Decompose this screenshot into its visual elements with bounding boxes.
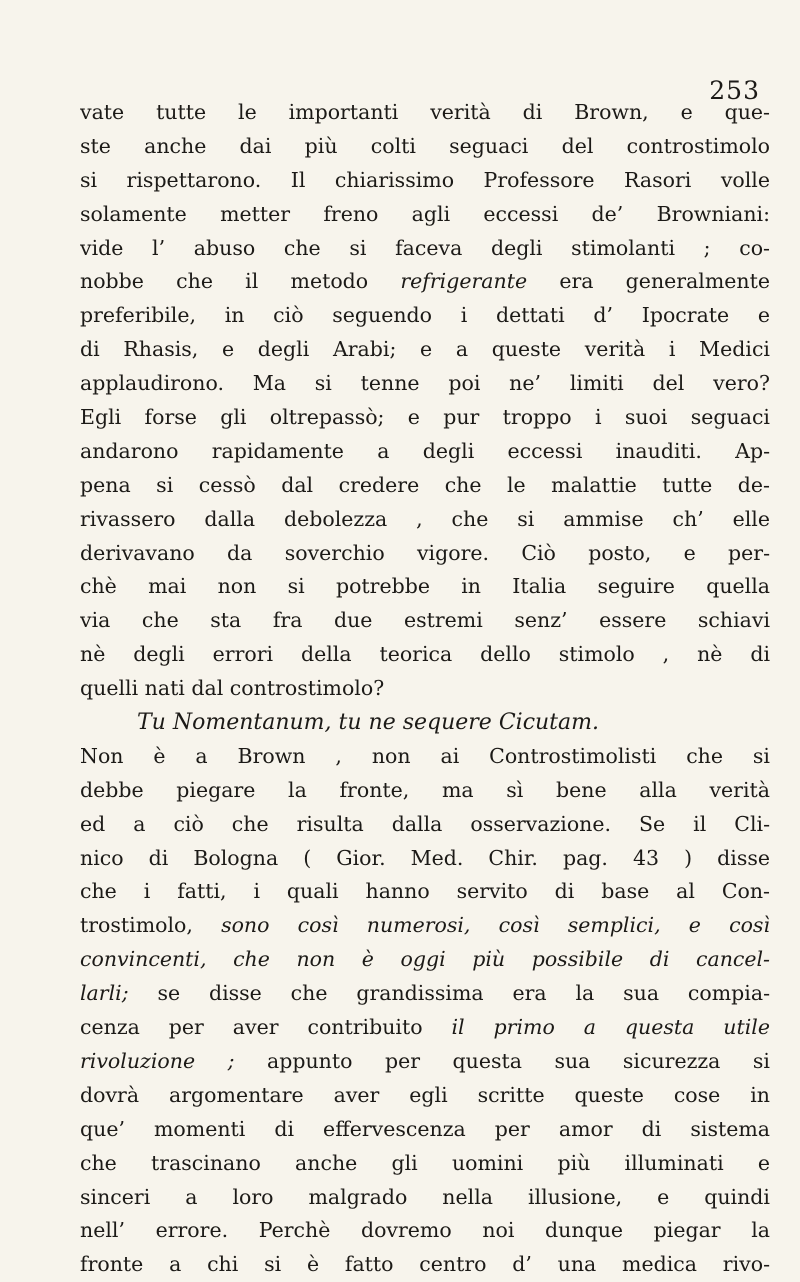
text-segment: nobbe che il metodo bbox=[80, 269, 401, 294]
text-line: sinceri a loro malgrado nella illusione, e quindi bbox=[80, 1184, 770, 1209]
text-line: applaudirono. Ma si tenne poi ne’ limiti del vero? bbox=[80, 371, 770, 396]
text-line bbox=[80, 1045, 770, 1079]
italic-segment: sono così numerosi, così semplici, e così bbox=[192, 913, 770, 938]
text-line bbox=[80, 909, 770, 943]
text-line: derivavano da soverchio vigore. Ciò posto, e per- bbox=[80, 540, 770, 565]
page-body-text bbox=[80, 96, 770, 1282]
text-segment: trostimolo, bbox=[80, 913, 193, 938]
italic-segment: rivoluzione ; bbox=[80, 1048, 235, 1073]
latin-quote: Tu Nomentanum, tu ne sequere Cicutam. bbox=[137, 710, 599, 736]
paragraph-2 bbox=[80, 740, 770, 1282]
text-segment: cenza per aver contribuito bbox=[80, 1015, 423, 1040]
text-line bbox=[80, 977, 770, 1011]
text-line: si rispettarono. Il chiarissimo Professore Rasori volle bbox=[80, 167, 770, 192]
text-line: nè degli errori della teorica dello stimolo , nè di bbox=[80, 642, 770, 667]
italic-segment: il primo a questa utile bbox=[422, 1015, 770, 1040]
italic-term: refrigerante bbox=[400, 269, 528, 294]
text-line bbox=[80, 265, 770, 299]
text-line: vide l’ abuso che si faceva degli stimolanti ; co- bbox=[80, 235, 770, 260]
text-line: che trascinano anche gli uomini più illuminati e bbox=[80, 1150, 770, 1175]
text-line: di Rhasis, e degli Arabi; e a queste verità i Medici bbox=[80, 337, 770, 362]
text-line: Non è a Brown , non ai Controstimolisti che si bbox=[80, 743, 770, 768]
text-line: via che sta fra due estremi senz’ essere schiavi bbox=[80, 608, 770, 633]
text-segment: se disse che grandissima era la sua compia- bbox=[128, 981, 770, 1006]
page-number: 253 bbox=[709, 76, 760, 105]
text-line bbox=[80, 1011, 770, 1045]
text-line: nell’ errore. Perchè dovremo noi dunque piegar la bbox=[80, 1218, 770, 1243]
text-line: pena si cessò dal credere che le malattie tutte de- bbox=[80, 472, 770, 497]
text-line: quelli nati dal controstimolo? bbox=[80, 676, 385, 701]
text-line: ste anche dai più colti seguaci del controstimolo bbox=[80, 133, 770, 158]
text-line: dovrà argomentare aver egli scritte queste cose in bbox=[80, 1082, 770, 1107]
text-line: chè mai non si potrebbe in Italia seguire quella bbox=[80, 574, 770, 599]
paragraph-1 bbox=[80, 96, 770, 706]
text-line: preferibile, in ciò seguendo i dettati d’ Ipocrate e bbox=[80, 303, 770, 328]
text-line: Egli forse gli oltrepassò; e pur troppo i suoi seguaci bbox=[80, 405, 770, 430]
text-line: vate tutte le importanti verità di Brown, e que- bbox=[80, 100, 770, 124]
italic-segment: larli; bbox=[80, 981, 129, 1006]
text-line: andarono rapidamente a degli eccessi inauditi. Ap- bbox=[80, 438, 770, 463]
text-segment: appunto per questa sua sicurezza si bbox=[234, 1048, 770, 1073]
text-line: convincenti, che non è oggi più possibile di cancel- bbox=[80, 947, 770, 972]
text-segment: era generalmente bbox=[527, 269, 770, 294]
text-line: debbe piegare la fronte, ma sì bene alla verità bbox=[80, 777, 770, 802]
text-line: rivassero dalla debolezza , che si ammise ch’ elle bbox=[80, 506, 770, 531]
text-line: solamente metter freno agli eccessi de’ Browniani: bbox=[80, 201, 770, 226]
text-line: che i fatti, i quali hanno servito di base al Con- bbox=[80, 879, 770, 904]
text-line: ed a ciò che risulta dalla osservazione. Se il Cli- bbox=[80, 811, 770, 836]
text-line: fronte a chi si è fatto centro d’ una medica rivo- bbox=[80, 1252, 770, 1277]
text-line: que’ momenti di effervescenza per amor di sistema bbox=[80, 1116, 770, 1141]
text-line: nico di Bologna ( Gior. Med. Chir. pag. 43 ) disse bbox=[80, 845, 770, 870]
